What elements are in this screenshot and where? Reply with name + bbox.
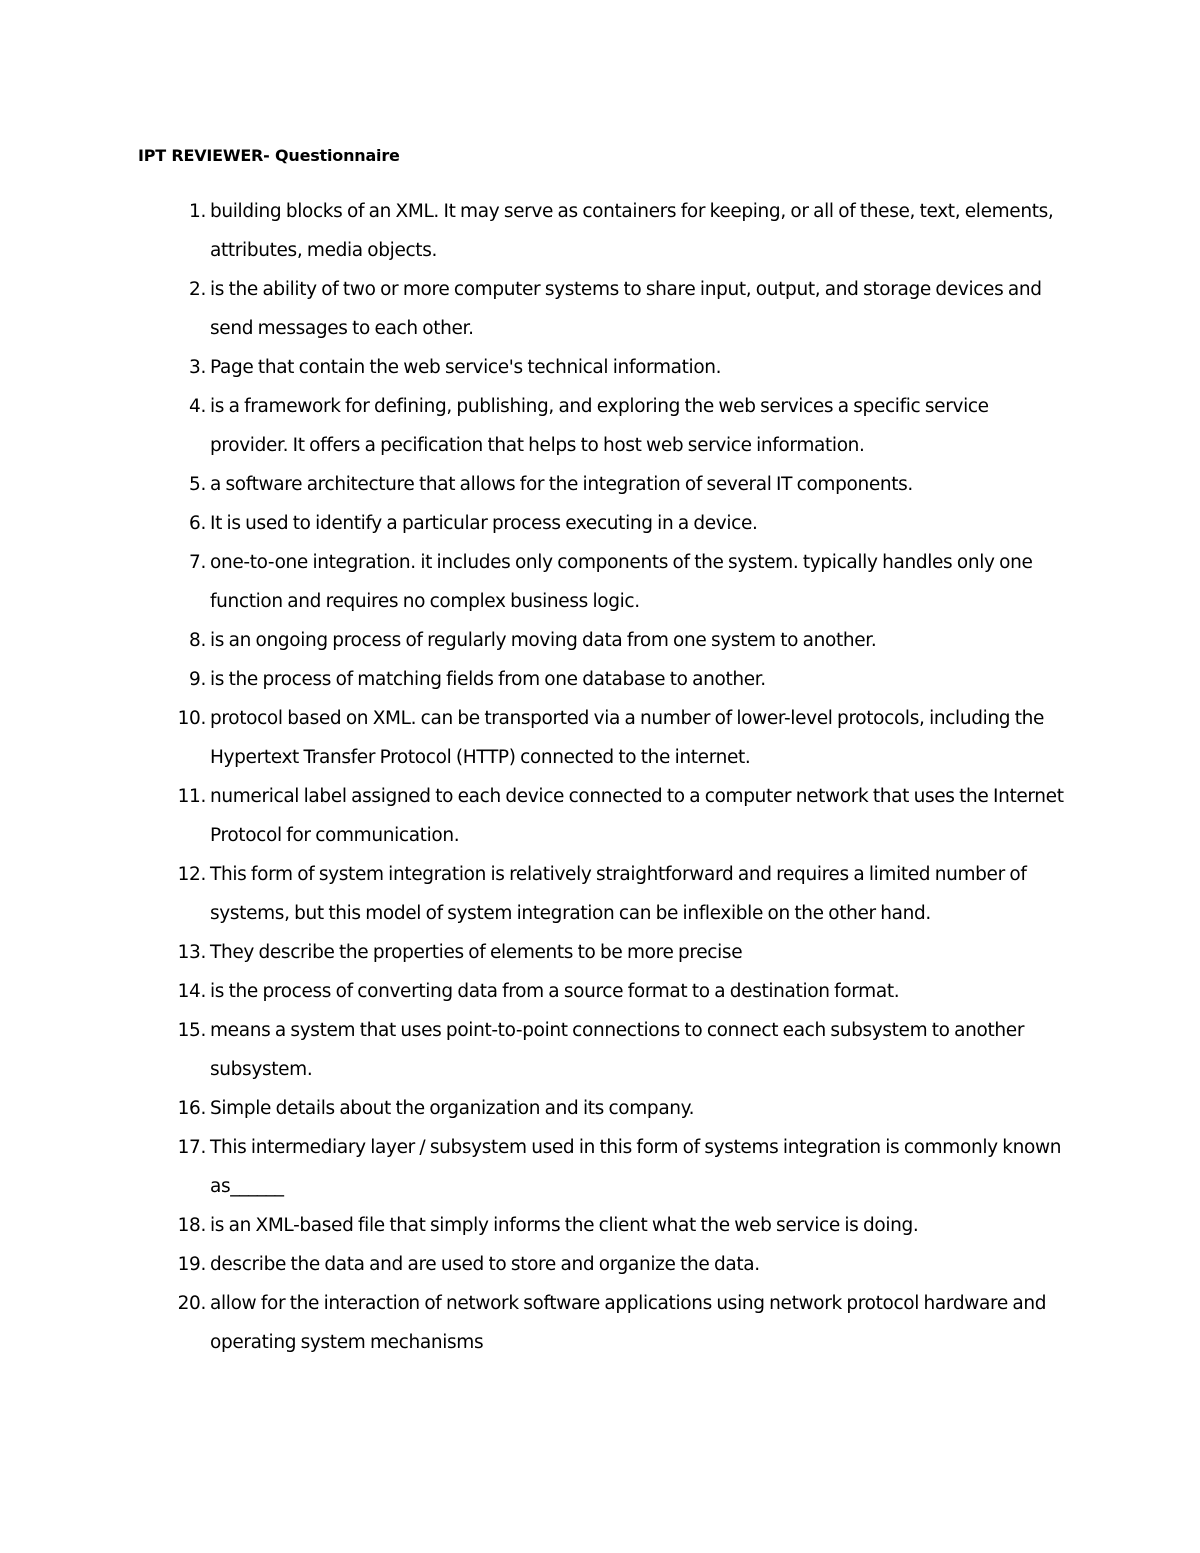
question-text: It is used to identify a particular process executing in a device. [210,513,758,534]
question-text: numerical label assigned to each device connected to a computer network that uses the Internet Protocol for communication. [210,786,1064,846]
question-number: 6. [189,513,206,534]
question-number: 17. [177,1137,206,1158]
question-text: one-to-one integration. it includes only components of the system. typically handles only one function and requires no complex business logic. [210,552,1033,612]
question-item-10 [0,699,1200,777]
question-number: 11. [177,786,206,807]
question-number: 18. [177,1215,206,1236]
question-item-1 [0,192,1200,270]
question-text: building blocks of an XML. It may serve as containers for keeping, or all of these, text, elements, attributes, media objects. [210,201,1054,261]
question-number: 7. [189,552,206,573]
question-item-16 [0,1089,1200,1128]
question-number: 19. [177,1254,206,1275]
question-item-19 [0,1245,1200,1284]
question-text: This form of system integration is relatively straightforward and requires a limited number of systems, but this model of system integration can be inflexible on the other hand. [210,864,1027,924]
question-item-7 [0,543,1200,621]
question-item-20 [0,1284,1200,1362]
question-item-17 [0,1128,1200,1206]
question-item-12 [0,855,1200,933]
question-item-5 [0,465,1200,504]
question-item-4 [0,387,1200,465]
question-item-13 [0,933,1200,972]
question-number: 12. [177,864,206,885]
question-number: 20. [177,1293,206,1314]
document-title: IPT REVIEWER- Questionnaire [138,146,400,165]
question-text: is an ongoing process of regularly moving data from one system to another. [210,630,877,651]
question-list [0,192,1200,1362]
question-item-18 [0,1206,1200,1245]
question-number: 1. [189,201,206,222]
question-number: 15. [177,1020,206,1041]
question-number: 14. [177,981,206,1002]
question-text: This intermediary layer / subsystem used in this form of systems integration is commonly known as______ [210,1137,1062,1197]
question-text: is the ability of two or more computer systems to share input, output, and storage devices and send messages to each other. [210,279,1042,339]
question-number: 13. [177,942,206,963]
question-item-14 [0,972,1200,1011]
question-text: protocol based on XML. can be transported via a number of lower-level protocols, including the Hypertext Transfer Protocol (HTTP) connected to the internet. [210,708,1045,768]
question-number: 9. [189,669,206,690]
question-number: 2. [189,279,206,300]
question-text: allow for the interaction of network software applications using network protocol hardware and operating system mechanisms [210,1293,1047,1353]
question-item-2 [0,270,1200,348]
question-item-3 [0,348,1200,387]
question-number: 16. [177,1098,206,1119]
question-text: describe the data and are used to store and organize the data. [210,1254,760,1275]
question-text: Page that contain the web service's technical information. [210,357,722,378]
question-number: 10. [177,708,206,729]
question-item-8 [0,621,1200,660]
question-item-6 [0,504,1200,543]
question-text: They describe the properties of elements to be more precise [210,942,743,963]
question-text: a software architecture that allows for the integration of several IT components. [210,474,913,495]
question-item-15 [0,1011,1200,1089]
question-text: is a framework for defining, publishing, and exploring the web services a specific service provider. It offers a pecification that helps to host web service information. [210,396,989,456]
question-text: is the process of converting data from a source format to a destination format. [210,981,900,1002]
question-number: 3. [189,357,206,378]
question-text: is the process of matching fields from one database to another. [210,669,766,690]
question-text: means a system that uses point-to-point connections to connect each subsystem to another subsystem. [210,1020,1025,1080]
question-text: is an XML-based file that simply informs the client what the web service is doing. [210,1215,919,1236]
question-number: 5. [189,474,206,495]
question-text: Simple details about the organization and its company. [210,1098,695,1119]
question-item-11 [0,777,1200,855]
question-number: 4. [189,396,206,417]
question-item-9 [0,660,1200,699]
question-number: 8. [189,630,206,651]
